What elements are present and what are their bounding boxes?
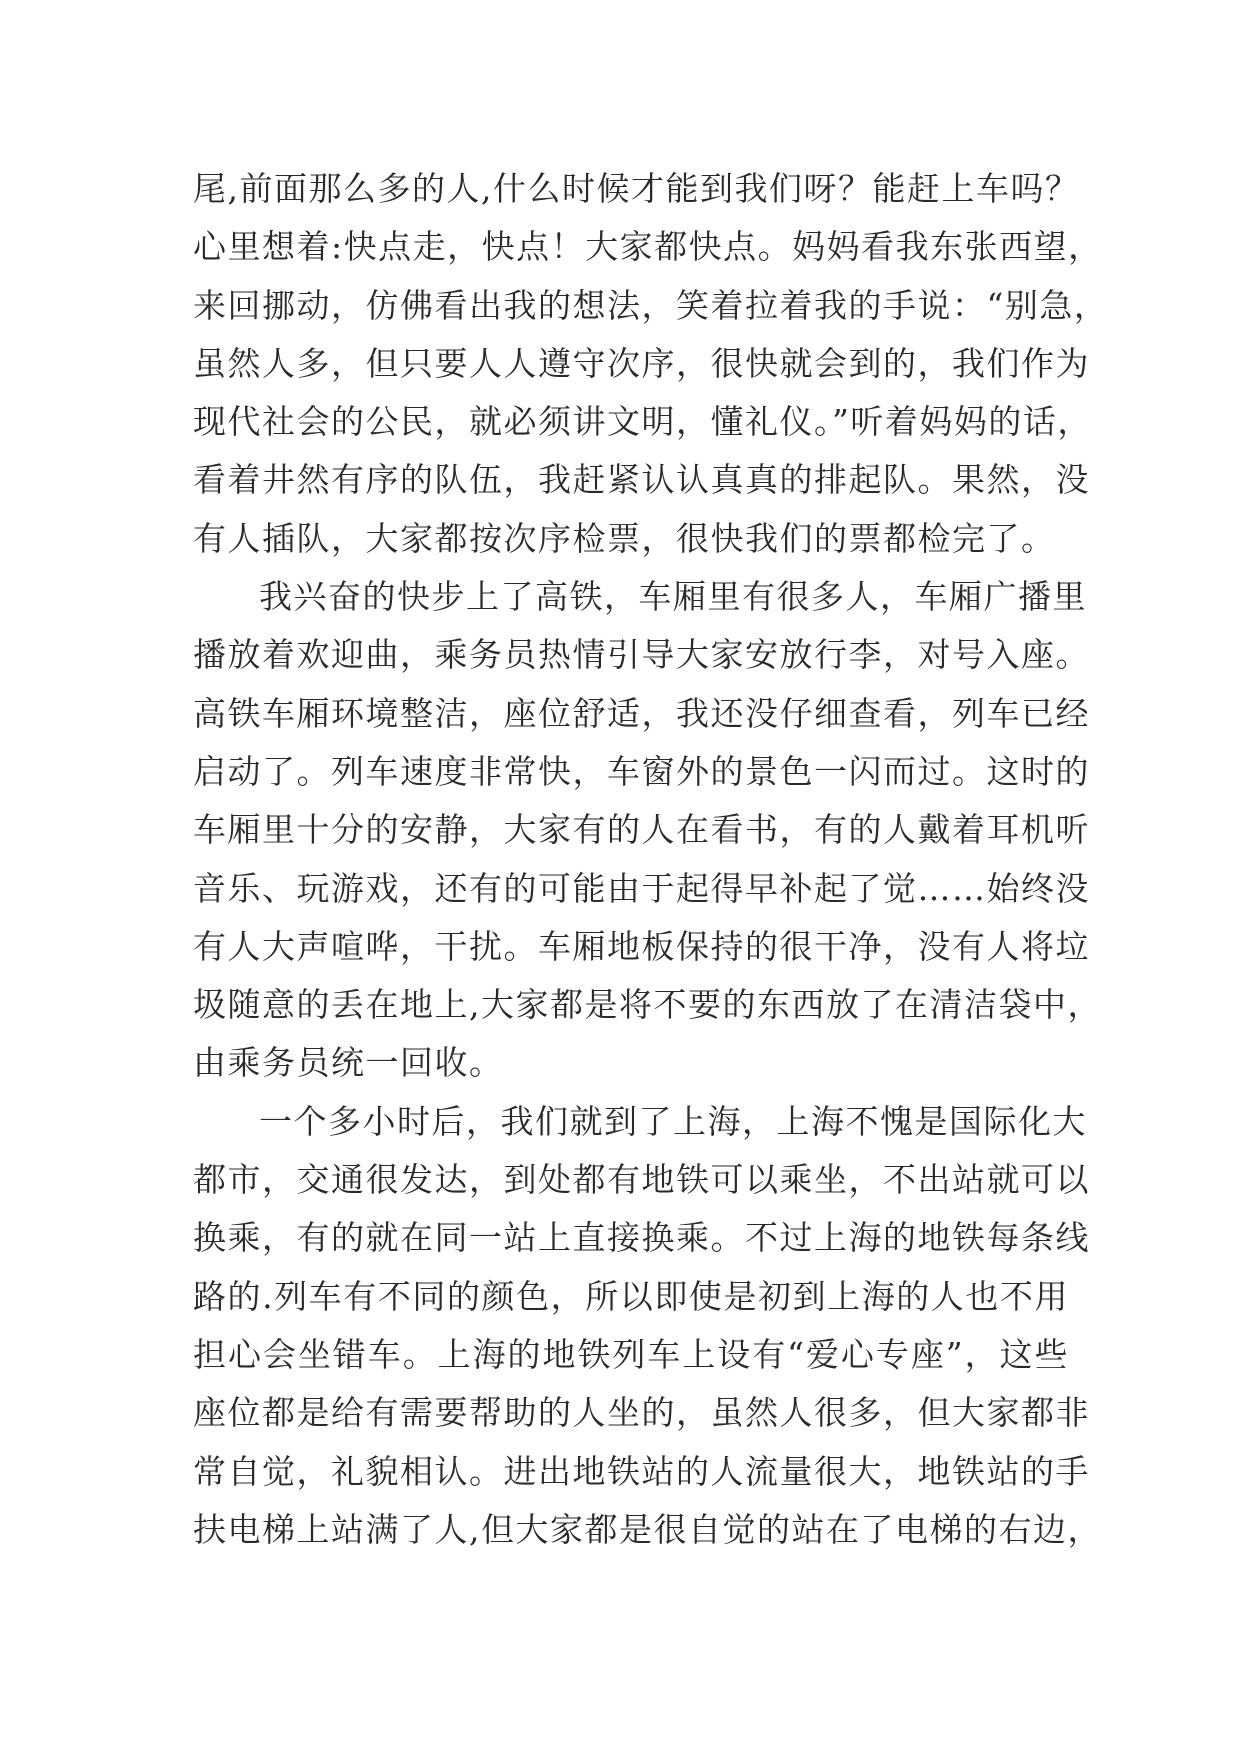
text-line: 常自觉，礼貌相认。进出地铁站的人流量很大，地铁站的手 <box>193 1451 1090 1491</box>
text-line: 看着井然有序的队伍，我赶紧认认真真的排起队。果然，没 <box>193 460 1090 500</box>
text-line: 心里想着:快点走，快点！大家都快点。妈妈看我东张西望， <box>193 227 1103 267</box>
text-line: 虽然人多，但只要人人遵守次序，很快就会到的，我们作为 <box>193 343 1090 383</box>
text-line: 车厢里十分的安静，大家有的人在看书，有的人戴着耳机听 <box>193 810 1090 850</box>
text-line: 扶电梯上站满了人,但大家都是很自觉的站在了电梯的右边， <box>193 1509 1102 1549</box>
text-line: 座位都是给有需要帮助的人坐的，虽然人很多，但大家都非 <box>193 1393 1090 1433</box>
text-line: 我兴奋的快步上了高铁，车厢里有很多人，车厢广播里 <box>259 577 1087 617</box>
text-line: 现代社会的公民，就必须讲文明，懂礼仪。”听着妈妈的话， <box>193 402 1092 442</box>
paragraph-1 <box>193 160 1109 568</box>
text-line: 启动了。列车速度非常快，车窗外的景色一闪而过。这时的 <box>193 751 1090 791</box>
text-line: 有人大声喧哗，干扰。车厢地板保持的很干净，没有人将垃 <box>193 926 1090 966</box>
text-line: 圾随意的丢在地上,大家都是将不要的东西放了在清洁袋中， <box>193 985 1102 1025</box>
text-line: 音乐、玩游戏，还有的可能由于起得早补起了觉……始终没 <box>193 868 1090 908</box>
text-line: 一个多小时后，我们就到了上海，上海不愧是国际化大 <box>259 1101 1087 1141</box>
text-line: 担心会坐错车。上海的地铁列车上设有“爱心专座”，这些 <box>193 1334 1069 1374</box>
paragraph-3 <box>193 1093 1102 1559</box>
text-line: 有人插队，大家都按次序检票，很快我们的票都检完了。 <box>193 518 1056 558</box>
text-line: 尾,前面那么多的人,什么时候才能到我们呀？能赶上车吗？ <box>193 169 1080 208</box>
text-line: 路的.列车有不同的颜色，所以即使是初到上海的人也不用 <box>193 1276 1069 1316</box>
document-body <box>193 160 1109 1559</box>
text-line: 都市，交通很发达，到处都有地铁可以乘坐，不出站就可以 <box>193 1160 1090 1200</box>
text-line: 由乘务员统一回收。 <box>193 1043 504 1083</box>
text-line: 高铁车厢环境整洁，座位舒适，我还没仔细查看，列车已经 <box>193 693 1090 733</box>
text-line: 播放着欢迎曲，乘务员热情引导大家安放行李，对号入座。 <box>193 635 1090 675</box>
text-line: 来回挪动，仿佛看出我的想法，笑着拉着我的手说：“别急， <box>193 285 1109 325</box>
paragraph-2 <box>193 568 1102 1093</box>
text-line: 换乘，有的就在同一站上直接换乘。不过上海的地铁每条线 <box>193 1218 1090 1258</box>
